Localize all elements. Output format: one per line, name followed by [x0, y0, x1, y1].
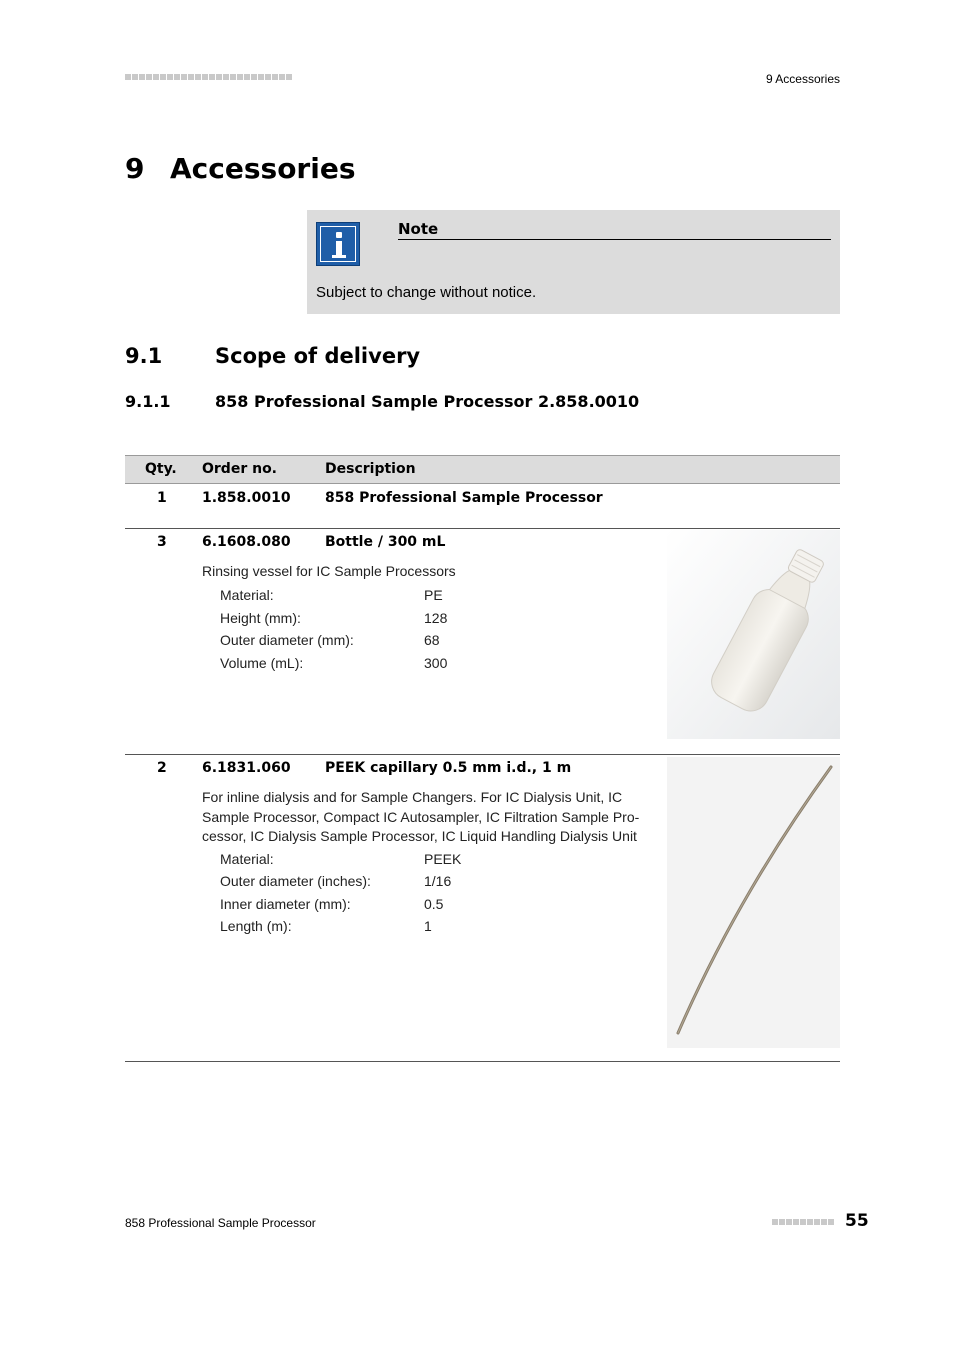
row3-prop-value: 1/16: [424, 873, 452, 889]
row2-order: 6.1608.080: [202, 534, 291, 550]
row2-prop-label: Height (mm):: [220, 610, 301, 626]
row-divider: [125, 1061, 840, 1062]
row2-prop-label: Outer diameter (mm):: [220, 632, 354, 648]
chapter-title-text: Accessories: [170, 152, 356, 185]
row2-description: Rinsing vessel for IC Sample Processors: [202, 563, 456, 579]
note-text: Subject to change without notice.: [316, 284, 537, 301]
row3-prop-value: 0.5: [424, 896, 444, 912]
running-header: 9 Accessories: [765, 72, 840, 86]
row3-description-line: cessor, IC Dialysis Sample Processor, IC Liquid Handling Dialysis Unit: [202, 828, 637, 844]
row2-name: Bottle / 300 mL: [325, 534, 446, 550]
row2-prop-value: 128: [424, 610, 448, 626]
page-number: 55: [845, 1211, 869, 1231]
row3-qty: 2: [157, 760, 167, 776]
subsection-heading: [125, 392, 639, 411]
row-divider: [125, 754, 840, 755]
section-title: Scope of delivery: [215, 344, 421, 368]
row3-prop-label: Outer diameter (inches):: [220, 873, 371, 889]
section-number: 9.1: [125, 344, 163, 368]
row2-prop-value: 300: [424, 655, 448, 671]
header-decoration: [125, 74, 292, 80]
row-divider: [125, 528, 840, 529]
info-icon: [316, 222, 360, 266]
row3-prop-value: 1: [424, 918, 432, 934]
column-header-qty: Qty.: [145, 461, 177, 477]
chapter-title: [125, 152, 356, 185]
subsection-number: 9.1.1: [125, 392, 171, 411]
row3-description-line: For inline dialysis and for Sample Changers. For IC Dialysis Unit, IC: [202, 789, 623, 805]
row3-prop-value: PEEK: [424, 851, 462, 867]
column-header-order: Order no.: [202, 461, 278, 477]
footer-title: 858 Professional Sample Processor: [125, 1216, 316, 1230]
note-box: [307, 210, 840, 314]
section-heading: [125, 344, 420, 368]
subsection-title: 858 Professional Sample Processor 2.858.0010: [215, 392, 640, 411]
capillary-image: [667, 757, 840, 1048]
column-header-description: Description: [325, 461, 416, 477]
row2-qty: 3: [157, 534, 167, 550]
row2-prop-label: Material:: [220, 587, 274, 603]
row1-qty: 1: [157, 490, 167, 506]
row2-prop-value: PE: [424, 587, 443, 603]
footer-decoration: [772, 1219, 834, 1225]
chapter-number: 9: [125, 152, 145, 185]
row3-order: 6.1831.060: [202, 760, 291, 776]
bottle-image: [667, 530, 840, 739]
row2-prop-label: Volume (mL):: [220, 655, 304, 671]
note-title: Note: [398, 220, 831, 240]
row1-order: 1.858.0010: [202, 490, 291, 506]
row3-prop-label: Material:: [220, 851, 274, 867]
row3-description: [202, 788, 657, 847]
row2-prop-value: 68: [424, 632, 440, 648]
row1-name: 858 Professional Sample Processor: [325, 490, 603, 506]
row3-name: PEEK capillary 0.5 mm i.d., 1 m: [325, 760, 572, 776]
table-header: [125, 455, 840, 484]
row3-description-line: Sample Processor, Compact IC Autosampler, IC Filtration Sample Pro-: [202, 808, 640, 825]
row3-prop-label: Inner diameter (mm):: [220, 896, 351, 912]
row3-prop-label: Length (m):: [220, 918, 292, 934]
